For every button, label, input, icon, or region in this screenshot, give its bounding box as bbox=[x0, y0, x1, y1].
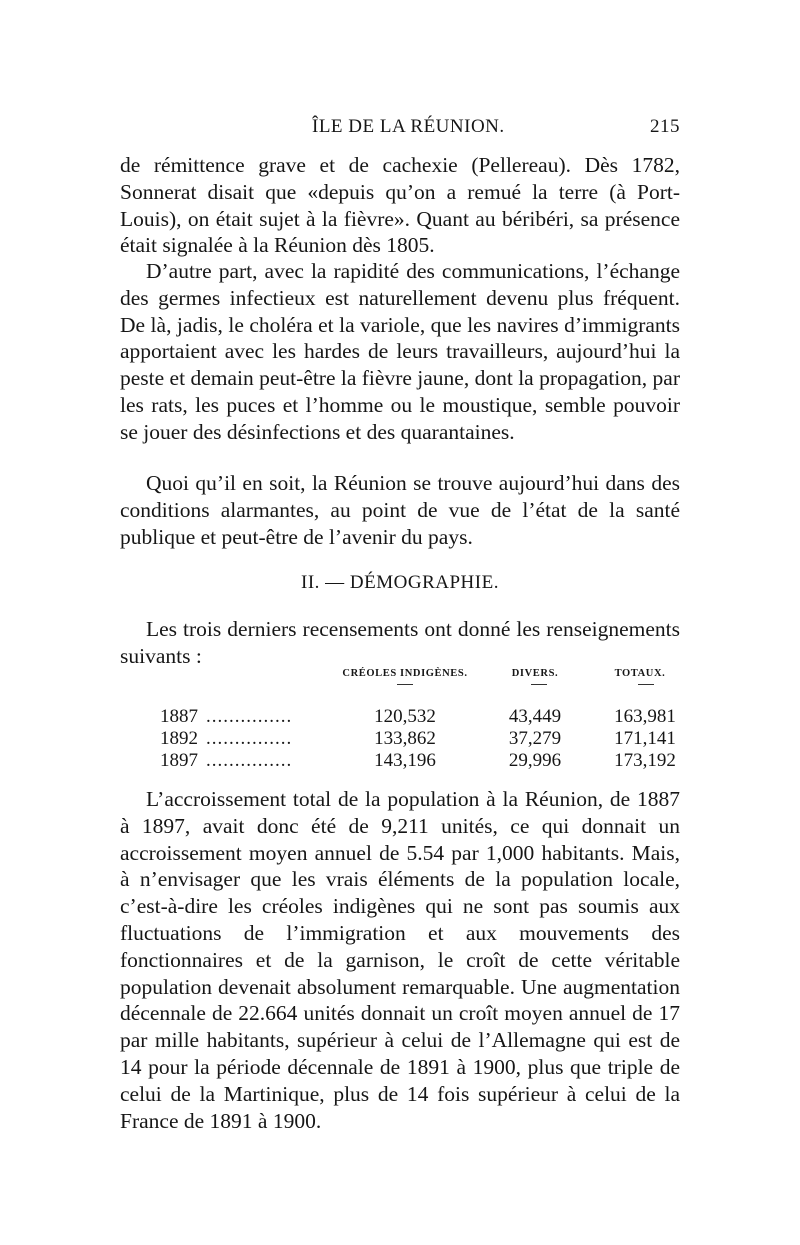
page-number: 215 bbox=[650, 116, 680, 137]
section-heading: II. — DÉMOGRAPHIE. bbox=[301, 572, 499, 593]
column-header-totaux: TOTAUX. bbox=[614, 668, 666, 679]
paragraph-census-intro: Les trois derniers recensements ont donné les renseignements suivants : bbox=[120, 617, 680, 668]
cell-creoles: 143,196 bbox=[374, 750, 436, 771]
table-row bbox=[120, 728, 680, 750]
column-header-creoles: CRÉOLES INDIGÈNES. bbox=[342, 668, 468, 679]
cell-totaux: 173,192 bbox=[614, 750, 676, 771]
cell-divers: 37,279 bbox=[508, 728, 562, 749]
row-year: 1897 bbox=[160, 750, 198, 771]
leader-dots: ............... bbox=[206, 728, 293, 749]
row-year: 1892 bbox=[160, 728, 198, 749]
header-title: ÎLE DE LA RÉUNION. bbox=[312, 116, 505, 137]
paragraph-alarming-conditions: Quoi qu’il en soit, la Réunion se trouve aujourd’hui dans des conditions alarmantes, au point de vue de l’état de la santé publique et peut-être de l’avenir du pays. bbox=[120, 471, 680, 549]
header-rule bbox=[397, 684, 413, 685]
row-year: 1887 bbox=[160, 706, 198, 727]
cell-divers: 43,449 bbox=[508, 706, 562, 727]
cell-creoles: 120,532 bbox=[374, 706, 436, 727]
header-rule bbox=[531, 684, 547, 685]
column-header-divers: DIVERS. bbox=[511, 668, 559, 679]
cell-totaux: 163,981 bbox=[614, 706, 676, 727]
table-row bbox=[120, 706, 680, 728]
leader-dots: ............... bbox=[206, 750, 293, 771]
leader-dots: ............... bbox=[206, 706, 293, 727]
cell-totaux: 171,141 bbox=[614, 728, 676, 749]
running-header bbox=[120, 116, 680, 144]
cell-divers: 29,996 bbox=[508, 750, 562, 771]
cell-creoles: 133,862 bbox=[374, 728, 436, 749]
header-rule bbox=[638, 684, 654, 685]
paragraph-continued: de rémittence grave et de cachexie (Pellereau). Dès 1782, Sonnerat disait que «depuis qu’on a remué la terre (à Port-Louis), on était sujet à la fièvre». Quant au béribéri, sa présence était signalée à la Réunion dès 1805. bbox=[120, 153, 680, 258]
paragraph-communications: D’autre part, avec la rapidité des communications, l’échange des germes infectieux est naturellement devenu plus fréquent. De là, jadis, le choléra et la variole, que les navires d’immigrants apportaient avec les hardes de leurs travailleurs, aujourd’hui la peste et demain peut-être la fièvre jaune, dont la propagation, par les rats, les puces et l’homme ou le moustique, semble pouvoir se jouer des désinfections et des quarantaines. bbox=[120, 259, 680, 444]
paragraph-population-growth: L’accroissement total de la population à la Réunion, de 1887 à 1897, avait donc été de 9,211 unités, ce qui donnait un accroissement moyen annuel de 5.54 par 1,000 habitants. Mais, à n’envisager que les vrais éléments de la population locale, c’est-à-dire les créoles indigènes qui ne sont pas soumis aux fluctuations de l’immigration et aux mouvements des fonctionnaires et de la garnison, le croît de cette véritable population devenait absolument remarquable. Une augmentation décennale de 22.664 unités donnait un croît moyen annuel de 17 par mille habitants, supérieur à celui de l’Allemagne qui est de 14 pour la période décennale de 1891 à 1900, plus que triple de celui de la Martinique, plus de 14 fois supérieur à celui de la France de 1891 à 1900. bbox=[120, 787, 680, 1133]
table-row bbox=[120, 750, 680, 772]
